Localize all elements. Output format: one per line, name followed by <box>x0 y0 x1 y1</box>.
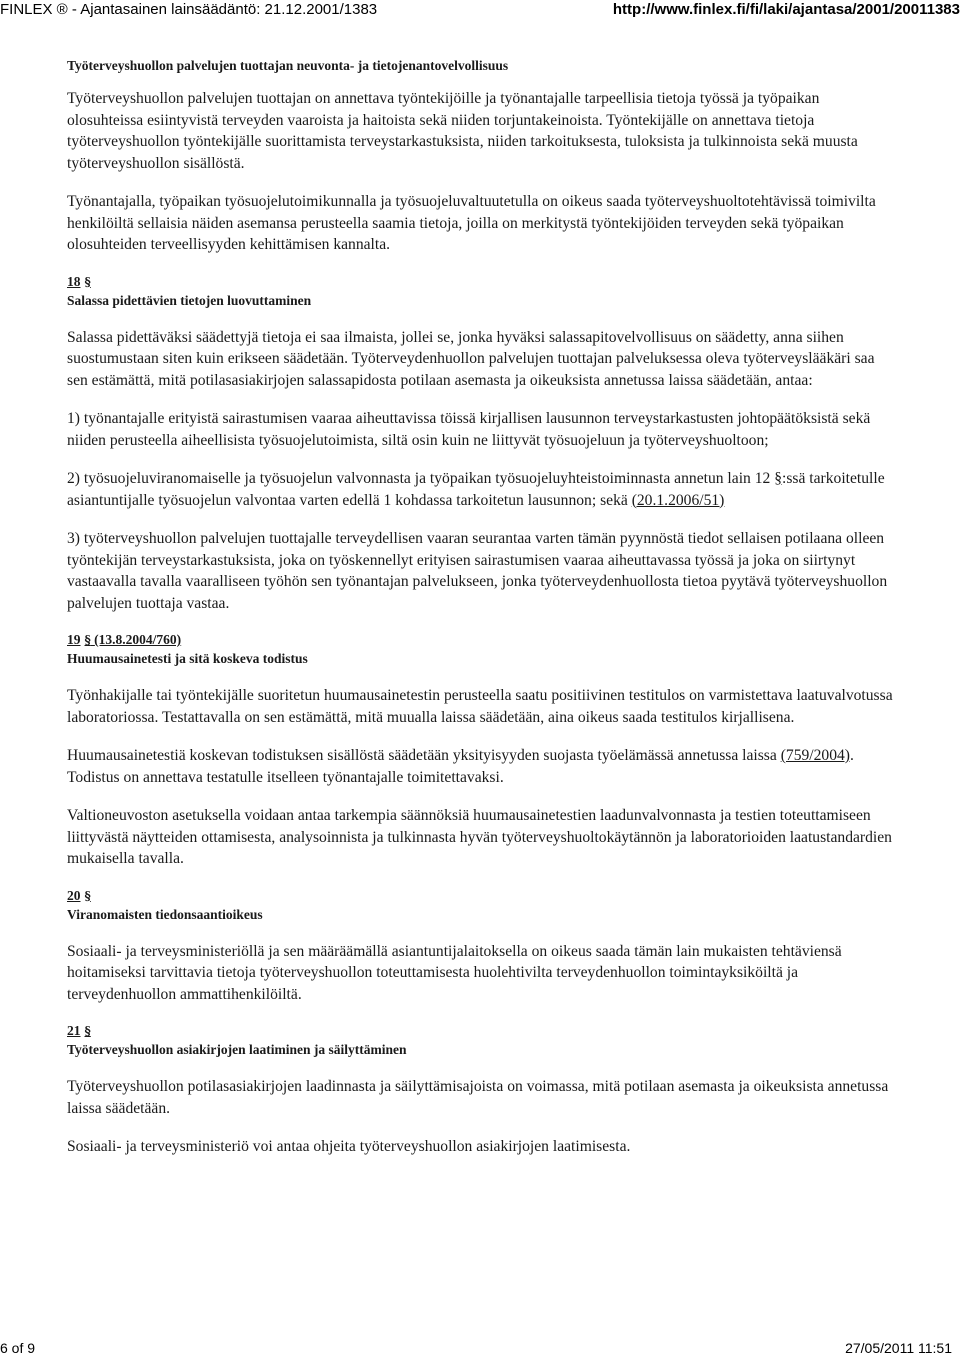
section-19-title: Huumausainetesti ja sitä koskeva todistus <box>67 651 308 666</box>
text: :ssä tarkoitetulle asiantuntijalle työsuojelun valvontaa varten edellä 1 kohdassa tarkoitetun lausunnon; sekä <box>67 470 885 509</box>
section-sign-icon: § <box>84 633 91 647</box>
section-21-number[interactable] <box>67 1022 893 1040</box>
list-item: 3) työterveyshuollon palvelujen tuottajalle terveydellisen vaaran seurantaa varten tämän pyynnöstä tiedot sellaisen potilaana olleen työntekijän terveystarkastuksista, joka on työskennellyt erityisen sairastumisen vaaraa aiheuttavassa työssä ja joka on siirtynyt vastaavalla tavalla vaaralliseen työhön sen työnantajan palvelukseen, jonka työterveydenhuollosta tietoa pyytävä työterveyshuollon palvelujen tuottaja vastaa. <box>67 530 888 612</box>
section-19-number[interactable] <box>67 631 893 649</box>
section-20-title: Viranomaisten tiedonsaantioikeus <box>67 906 263 922</box>
print-header-url[interactable]: http://www.finlex.fi/fi/laki/ajantasa/2001/20011383 <box>612 1 960 18</box>
paragraph: Työterveyshuollon palvelujen tuottajan on annettava työntekijöille ja työnantajalle tarpeellisia tietoja työssä ja työpaikan olosuhteissa esiintyvistä terveyden vaaroista ja haitoista sekä niiden torjuntakeinoista. Työntekijälle on annettava tietoja työterveyshuollon työntekijälle suorittamista terveystarkastuksista, niiden tarkoituksesta, tuloksista ja tulkinnoista sekä muusta työterveyshuollon sisällöstä. <box>67 90 858 172</box>
section-number-text: 19 <box>67 632 81 647</box>
paragraph: Sosiaali- ja terveysministeriö voi antaa ohjeita työterveyshuollon asiakirjojen laatimisesta. <box>67 1138 631 1155</box>
print-footer <box>0 1339 960 1357</box>
section-number-text: 18 <box>67 273 81 289</box>
print-header <box>0 0 960 20</box>
text: Huumausainetestiä koskevan todistuksen sisällöstä säädetään yksityisyyden suojasta työelämässä annetussa laissa <box>67 747 781 764</box>
act-link[interactable]: (759/2004) <box>780 747 850 764</box>
paragraph: Työnhakijalle tai työntekijälle suoritetun huumausainetestin perusteella saatu positiivinen testitulos on varmistettava laatuvalvotussa laboratoriossa. Testattavalla on sen estämättä, mitä muualla laissa säädetään, aina oikeus saada testitulos kirjallisena. <box>67 687 893 726</box>
section-18-title: Salassa pidettävien tietojen luovuttaminen <box>67 292 312 308</box>
page-indicator: 6 of 9 <box>0 1340 36 1356</box>
paragraph: Salassa pidettäväksi säädettyjä tietoja ei saa ilmaista, jollei se, jonka hyväksi salassapitovelvollisuus on säädetty, anna siihen suostumustaan siten kuin erikseen säädetään. Työterveydenhuollon palvelujen tuottajan palveluksessa oleva työterveyslääkäri saa sen estämättä, mitä potilasasiakirjojen salassapidosta potilaan asemasta ja oikeuksista annetussa laissa säädetään, antaa: <box>67 328 875 389</box>
paragraph: Työnantajalla, työpaikan työsuojelutoimikunnalla ja työsuojeluvaltuutetulla on oikeus saada työterveyshuoltotehtävissä toimivilta henkilöiltä sellaisia näiden asemansa perusteella saamia tietoja, joilla on merkitystä työntekijöiden terveyden sekä työpaikan olosuhteiden terveellisyyden kehittämisen kannalta. <box>67 193 876 253</box>
section-sign-icon: § <box>84 888 91 903</box>
section-sign-icon: § <box>84 1024 91 1038</box>
paragraph: Työterveyshuollon potilasasiakirjojen laadinnasta ja säilyttämisajoista on voimassa, mitä potilaan asemasta ja oikeuksista annetussa laissa säädetään. <box>67 1078 889 1117</box>
amendment-link[interactable]: (20.1.2006/51) <box>631 491 725 509</box>
section-heading-advice-duty: Työterveyshuollon palvelujen tuottajan neuvonta- ja tietojenantovelvollisuus <box>67 58 509 73</box>
section-sign-icon: § <box>84 274 91 289</box>
section-18-number[interactable] <box>67 273 893 291</box>
list-item <box>67 468 893 511</box>
print-header-title: FINLEX ® - Ajantasainen lainsäädäntö: 21.12.2001/1383 <box>0 1 378 18</box>
law-document <box>67 56 893 1175</box>
list-item: 1) työnantajalle erityistä sairastumisen vaaraa aiheuttavissa töissä kirjallisen lausunnon terveystarkastusten johtopäätöksistä sekä niiden perusteella aiheellisista työsuojelutoimista, siltä osin kuin ne liittyvät työsuojeluun ja työterveyshuoltoon; <box>67 410 871 449</box>
section-20-number[interactable] <box>67 887 893 905</box>
text: . Todistus on annettava testatulle itselleen työnantajalle toimitettavaksi. <box>67 747 854 786</box>
print-timestamp: 27/05/2011 11:51 <box>845 1340 952 1356</box>
section-number-text: 21 <box>67 1023 81 1038</box>
paragraph: Sosiaali- ja terveysministeriöllä ja sen määräämällä asiantuntijalaitoksella on oikeus saada tämän lain mukaisten tehtäviensä hoitamiseksi tarvittavia tietoja työterveyshuollon toteuttamisesta huolehtivilta terveydenhuollon toimintayksiköiltä ja terveydenhuollon ammattihenkilöiltä. <box>67 942 842 1003</box>
section-21-title: Työterveyshuollon asiakirjojen laatiminen ja säilyttäminen <box>67 1042 407 1057</box>
text: 2) työsuojeluviranomaiselle ja työsuojelun valvonnasta ja työpaikan työsuojeluyhteistoiminnasta annetun lain 12 <box>67 470 775 487</box>
paragraph <box>67 745 893 788</box>
section-12-link[interactable]: § <box>774 470 783 487</box>
amendment-link[interactable]: (13.8.2004/760) <box>94 632 182 647</box>
paragraph: Valtioneuvoston asetuksella voidaan antaa tarkempia säännöksiä huumausainetestien laadunvalvonnasta ja testien toteuttamiseen liittyvästä näytteiden ottamisesta, analysoinnista ja tulkinnasta hyvän työterveyshuoltokäytännön ja laboratorioiden laatustandardien mukaisella tavalla. <box>67 807 892 867</box>
section-number-text: 20 <box>67 887 81 903</box>
